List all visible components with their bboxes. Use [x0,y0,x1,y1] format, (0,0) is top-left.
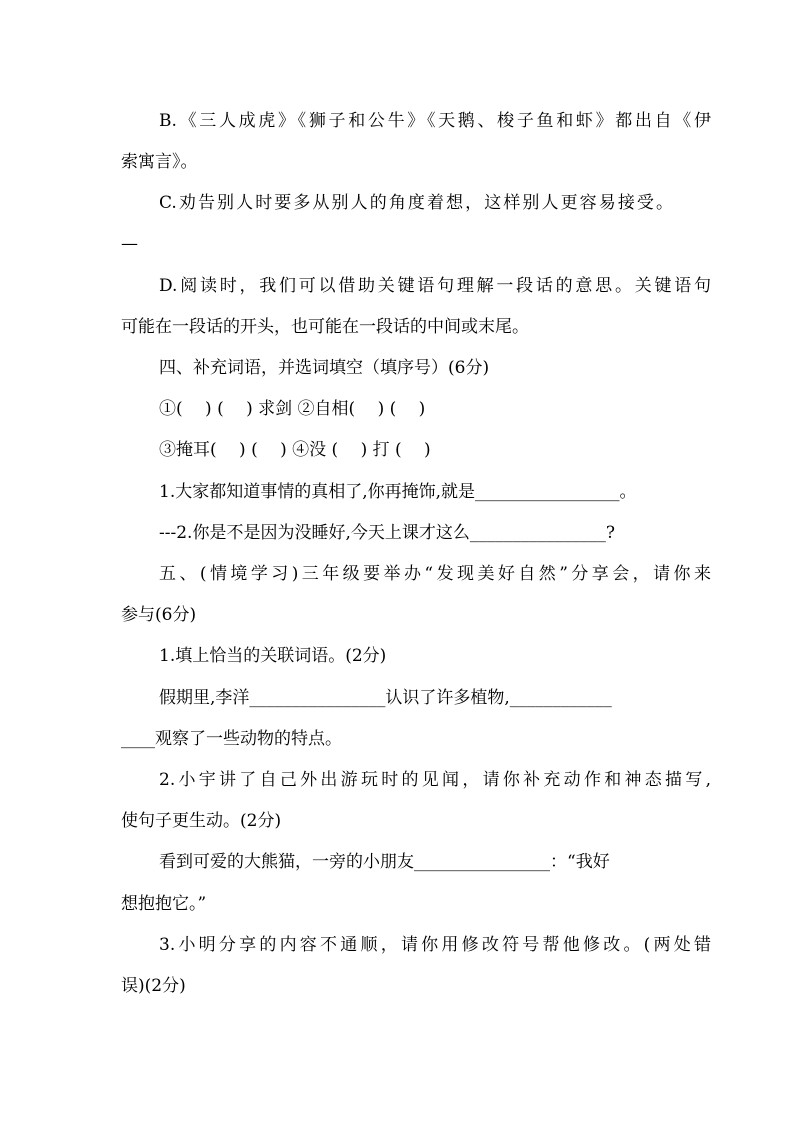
option-b-line-1: B.《三人成虎》《狮子和公牛》《天鹅、梭子鱼和虾》都出自《伊 [159,111,711,131]
section-5-question-3-line-1: 3.小明分享的内容不通顺，请你用修改符号帮他修改。(两处错 [159,935,711,955]
section-5-question-2-line-2: 使句子更生动。(2分) [121,811,282,831]
option-d-line-1: D.阅读时，我们可以借助关键语句理解一段话的意思。关键语句 [159,276,711,296]
option-c-dash: — [121,234,138,254]
section-5-question-2-sentence-line-1: 看到可爱的大熊猫，一旁的小朋友________________：“我好 [159,852,610,872]
section-5-title-line-2: 参与(6分) [121,605,197,625]
word-blanks-3-4: ③掩耳( ) ( ) ④没 ( ) 打 ( ) [159,440,431,460]
section-5-title-line-1: 五、(情境学习)三年级要举办“发现美好自然”分享会，请你来 [159,564,711,584]
section-5-question-1: 1.填上恰当的关联词语。(2分) [159,646,387,666]
section-4-question-1: 1.大家都知道事情的真相了,你再掩饰,就是_________________。 [159,482,637,502]
section-5-question-2-line-1: 2.小宇讲了自己外出游玩时的见闻，请你补充动作和神态描写, [159,770,711,790]
section-4-question-2: ---2.你是不是因为没睡好,今天上课才这么________________? [159,523,615,543]
option-c-line-1: C.劝告别人时要多从别人的角度着想，这样别人更容易接受。 [159,193,673,213]
option-d-line-2: 可能在一段话的开头，也可能在一段话的中间或末尾。 [121,317,529,337]
word-blanks-1-2: ①( ) ( ) 求剑 ②自相( ) ( ) [159,399,426,419]
section-5-question-1-sentence-line-2: ____观察了一些动物的特点。 [121,729,342,749]
option-b-line-2: 索寓言》。 [121,152,198,172]
section-5-question-1-sentence-line-1: 假期里,李洋________________认识了许多植物,____________ [159,688,612,708]
section-5-question-2-sentence-line-2: 想抱抱它。” [121,894,207,914]
section-5-question-3-line-2: 误)(2分) [121,976,186,996]
section-4-title: 四、补充词语，并选词填空（填序号）(6分) [159,358,490,378]
